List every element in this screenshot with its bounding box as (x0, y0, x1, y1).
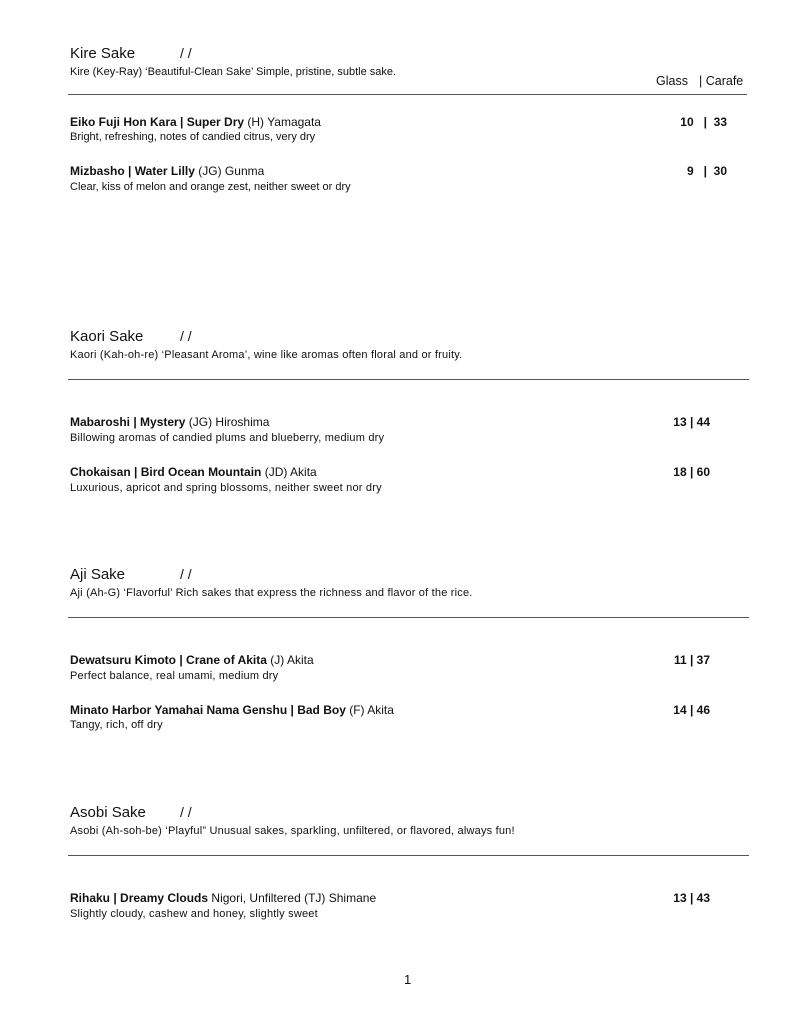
menu-item-name: Rihaku | Dreamy Clouds Nigori, Unfiltered (TJ) Shimane (70, 891, 377, 905)
menu-item-desc: Tangy, rich, off dry (70, 719, 163, 731)
menu-item-desc: Bright, refreshing, notes of candied citrus, very dry (70, 131, 316, 143)
menu-item-price: 9 | 30 (686, 164, 727, 178)
section-slashes-asobi: / / (180, 804, 192, 820)
section-desc-kire: Kire (Key-Ray) ‘Beautiful-Clean Sake’ Simple, pristine, subtle sake. (70, 66, 397, 78)
section-slashes-kire: / / (180, 45, 192, 61)
section-title-kire: Kire Sake (70, 45, 136, 62)
menu-item-desc: Luxurious, apricot and spring blossoms, neither sweet nor dry (70, 482, 382, 494)
menu-item-name: Mabaroshi | Mystery (JG) Hiroshima (70, 415, 270, 429)
section-desc-kaori: Kaori (Kah-oh-re) ‘Pleasant Aroma’, wine like aromas often floral and or fruity. (70, 349, 463, 361)
menu-item-desc: Billowing aromas of candied plums and blueberry, medium dry (70, 432, 385, 444)
glass-column-header: Glass (656, 74, 688, 88)
section-desc-aji: Aji (Ah-G) ‘Flavorful’ Rich sakes that express the richness and flavor of the rice. (70, 587, 473, 599)
menu-item-price: 14 | 46 (673, 703, 710, 717)
section-title-kaori: Kaori Sake (70, 328, 144, 345)
section-title-asobi: Asobi Sake (70, 804, 146, 821)
page-number: 1 (404, 972, 412, 987)
menu-item-desc: Slightly cloudy, cashew and honey, slightly sweet (70, 908, 318, 920)
section-desc-asobi: Asobi (Ah-soh-be) ‘Playful” Unusual sakes, sparkling, unfiltered, or flavored, always fun! (70, 825, 515, 837)
menu-item-name: Chokaisan | Bird Ocean Mountain (JD) Akita (70, 465, 317, 479)
section-slashes-aji: / / (180, 566, 192, 582)
menu-item-price: 18 | 60 (673, 465, 710, 479)
menu-item-name: Mizbasho | Water Lilly (JG) Gunma (70, 164, 265, 178)
carafe-column-header: | Carafe (699, 74, 744, 88)
menu-item-price: 10 | 33 (680, 115, 727, 129)
menu-item-price: 11 | 37 (673, 653, 710, 667)
menu-item-desc: Perfect balance, real umami, medium dry (70, 670, 279, 682)
section-slashes-kaori: / / (180, 328, 192, 344)
menu-item-price: 13 | 44 (673, 415, 710, 429)
section-divider (68, 855, 749, 856)
menu-item-price: 13 | 43 (673, 891, 710, 905)
section-divider (68, 617, 749, 618)
menu-item-desc: Clear, kiss of melon and orange zest, neither sweet or dry (70, 181, 351, 193)
section-divider (68, 379, 749, 380)
section-title-aji: Aji Sake (70, 566, 126, 583)
menu-item-name: Minato Harbor Yamahai Nama Genshu | Bad Boy (F) Akita (70, 703, 394, 717)
section-divider (68, 94, 747, 95)
menu-item-name: Eiko Fuji Hon Kara | Super Dry (H) Yamagata (70, 115, 321, 129)
menu-item-name: Dewatsuru Kimoto | Crane of Akita (J) Akita (70, 653, 314, 667)
